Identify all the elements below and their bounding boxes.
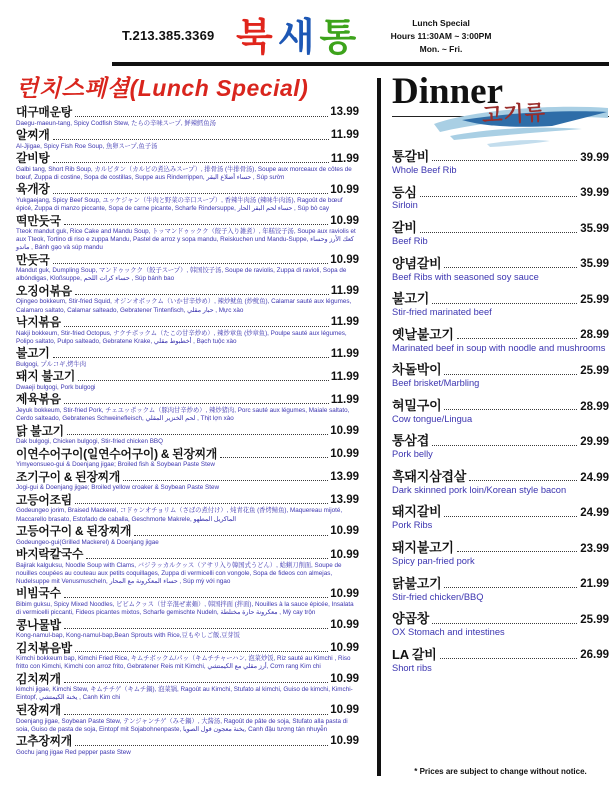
menu-item-row	[16, 619, 359, 633]
menu-item	[392, 363, 609, 390]
item-name: 통갈비	[392, 149, 430, 164]
item-name: 등심	[392, 184, 417, 200]
item-name: 조기구이 & 된장찌개	[16, 469, 121, 484]
dot-leader	[75, 116, 328, 117]
item-description: Doenjang jigae, Soybean Paste Stew, テンジャンチゲ（みそ鍋）, 大酱汤, Ragoût de pâte de soja, Stufato alla pasta di soia, Guiso de pasta de soja, Eintopf mit Sojabohnenpaste, يخنة معجون فول الصويا, Canh đậu tương tán nhuyễn	[16, 717, 348, 733]
dot-leader	[432, 623, 577, 624]
item-description: Nakji bokkeum, Stir-fried Octopus, ナクチボックム（たこの甘辛炒め）, 辣炒章鱼 (炒章鱼), Poulpe sauté aux légumes, Polipo saltato, Pulpo salteado, Gebratene Krake, أخطبوط مقلي , Bạch tuộc xào	[16, 329, 347, 345]
item-name: 혀밀구이	[392, 397, 442, 413]
item-description: Beef brisket/Marbling	[392, 378, 480, 389]
menu-item	[16, 587, 359, 617]
dot-leader	[86, 558, 328, 559]
item-price: 29.99	[580, 436, 609, 449]
dot-leader	[457, 551, 577, 552]
menu-item	[392, 470, 609, 497]
menu-item	[392, 292, 609, 319]
dot-leader	[444, 267, 577, 268]
item-name: 만둣국	[16, 252, 50, 267]
item-price: 10.99	[330, 735, 359, 748]
menu-item-row	[392, 186, 609, 201]
item-name: 콩나물밥	[16, 617, 61, 632]
item-price: 10.99	[330, 641, 359, 654]
dot-leader	[75, 745, 328, 746]
dot-leader	[134, 535, 328, 536]
menu-item-row	[392, 257, 609, 272]
item-price: 11.99	[330, 393, 359, 406]
item-name: 낙지볶음	[16, 315, 61, 330]
item-name: 돼지불고기	[392, 540, 454, 556]
item-name: 불고기	[392, 291, 430, 307]
dot-leader	[75, 294, 329, 295]
dot-leader	[64, 714, 328, 715]
item-name: 흑돼지삼겹살	[392, 468, 467, 484]
menu-item-row	[16, 471, 359, 485]
menu-item-row	[392, 505, 609, 520]
dot-leader	[53, 139, 329, 140]
item-description: Godeungeo-gui(Grilled Mackerel) & Doenjang jigae	[16, 538, 159, 546]
menu-item-row	[392, 648, 609, 663]
item-name: 김치찌개	[16, 671, 61, 686]
item-description: Gochu jang jigae Red pepper paste Stew	[16, 748, 131, 756]
item-name: 육개장	[16, 182, 50, 197]
item-description: Whole Beef Rib	[392, 164, 457, 175]
item-price: 10.99	[330, 214, 359, 227]
item-name: 알찌개	[16, 128, 50, 143]
item-description: Galbi tang, Short Rib Soup, カルビタン（カルビの煮込みスープ）, 排骨汤 (牛排骨汤), Soupe aux morceaux de côtes de bœuf, Zuppa di costine, Sopa de costillas, Suppe aus Rinderrippen, حساء أضلاع البقر , Súp sườn	[16, 165, 352, 181]
item-price: 10.99	[330, 424, 359, 437]
menu-item-row	[392, 541, 609, 556]
item-price: 11.99	[330, 285, 359, 298]
item-price: 10.99	[330, 254, 359, 267]
menu-item-row	[16, 673, 359, 687]
dot-leader	[75, 651, 328, 652]
item-name: 이연수어구이(일연수어구이) & 된장찌개	[16, 446, 218, 461]
item-price: 11.99	[330, 316, 359, 329]
item-price: 11.99	[330, 129, 359, 142]
menu-item	[392, 612, 609, 639]
item-name: 갈비	[392, 220, 417, 236]
item-name: 바지락칼국수	[16, 547, 84, 562]
menu-item-row	[16, 152, 359, 166]
item-name: LA 갈비	[392, 646, 437, 662]
item-description: Godeungeo jorim, Braised Mackerel, コドゥンオチョリム（さばの煮付け）, 炖青花鱼 (香烤鲭鱼), Maquereau mijoté, Maccarello brasato, Estofado de caballa, Geschmorte Makrele, الماكريل المطهو	[16, 507, 343, 523]
menu-item	[16, 494, 359, 524]
menu-item-row	[392, 399, 609, 414]
dot-leader	[64, 682, 328, 683]
dot-leader	[123, 480, 328, 481]
item-price: 10.99	[330, 704, 359, 717]
item-price: 13.99	[330, 106, 359, 119]
item-description: Bajirak kalguksu, Noodle Soup with Clams, バジラッカルクッス（アサリ入り韓国式うどん）, 蛤蜊刀削面, Soupe de nouilles coupées au couteau aux petits coquillages, Zuppa di vermicelli con vongole, Sopa de fideos con almejas, Nudelsuppe mit Venusmuscheln, حساء المعكرونة مع المحار , Súp mỳ với ngao	[16, 561, 342, 585]
item-price: 25.99	[580, 613, 609, 626]
dot-leader	[53, 162, 329, 163]
menu-item-row	[392, 363, 609, 378]
item-price: 10.99	[330, 548, 359, 561]
menu-item	[392, 257, 609, 284]
dot-leader	[64, 326, 329, 327]
item-description: Beef Rib	[392, 236, 428, 247]
menu-item-row	[16, 347, 359, 361]
item-price: 24.99	[580, 507, 609, 520]
item-name: 비빔국수	[16, 586, 61, 601]
dot-leader	[53, 193, 329, 194]
dot-leader	[64, 597, 328, 598]
menu-item	[16, 425, 359, 447]
dot-leader	[53, 357, 329, 358]
item-description: Short ribs	[392, 662, 432, 673]
menu-item	[392, 577, 609, 604]
item-description: Dark skinned pork loin/Korean style bacon	[392, 484, 567, 495]
item-name: 통삼겹	[392, 433, 430, 449]
menu-item	[16, 285, 359, 315]
menu-item	[16, 106, 359, 128]
item-name: 고등어조림	[16, 492, 72, 507]
item-description: Spicy pan-fried pork	[392, 555, 475, 566]
dinner-header	[392, 72, 609, 150]
dot-leader	[444, 516, 577, 517]
menu-item	[16, 183, 359, 213]
item-price: 25.99	[580, 293, 609, 306]
menu-item	[392, 221, 609, 248]
price-disclaimer: * Prices are subject to change without notice.	[414, 767, 587, 776]
dot-leader	[457, 338, 577, 339]
dot-leader	[444, 409, 577, 410]
item-price: 21.99	[580, 578, 609, 591]
menu-item-row	[16, 285, 359, 299]
menu-item	[392, 150, 609, 177]
item-description: Al-Jjigae, Spicy Fish Roe Soup, 魚卵スープ,鱼子汤	[16, 142, 158, 150]
menu-item	[16, 215, 359, 253]
item-price: 25.99	[580, 365, 609, 377]
lunch-hours-line2: Hours 11:30AM ~ 3:00PM	[390, 30, 492, 41]
item-price: 39.99	[580, 151, 609, 164]
item-name: 오징어볶음	[16, 283, 72, 298]
menu-item	[16, 129, 359, 151]
menu-item-row	[16, 587, 359, 601]
column-divider-line	[377, 78, 381, 776]
item-description: Stir-fried chicken/BBQ	[392, 591, 484, 602]
item-price: 28.99	[580, 400, 609, 413]
item-name: 떡만둣국	[16, 213, 61, 228]
item-description: OX Stomach and intestines	[392, 627, 505, 638]
item-name: 닭 불고기	[16, 423, 64, 438]
item-price: 11.99	[330, 152, 359, 165]
lunch-hours-line3: Mon. ~ Fri.	[419, 43, 463, 54]
item-price: 28.99	[580, 329, 609, 342]
item-price: 10.99	[330, 525, 359, 538]
item-name: 돼지갈비	[392, 504, 442, 520]
dinner-item-list	[392, 150, 609, 674]
menu-item	[16, 642, 359, 672]
dot-leader	[420, 196, 578, 197]
dot-leader	[444, 374, 577, 375]
menu-item	[392, 434, 609, 461]
menu-item-row	[392, 328, 609, 343]
phone-number: T.213.385.3369	[122, 28, 215, 43]
item-description: Daegu-maeun-tang, Spicy Codfish Stew, たらの辛味スープ, 鲜辣鳕鱼汤	[16, 119, 216, 127]
lunch-hours-block	[372, 17, 510, 55]
dot-leader	[53, 263, 329, 264]
item-name: 닭불고기	[392, 575, 442, 591]
menu-item-row	[16, 106, 359, 120]
dot-leader	[64, 403, 329, 404]
menu-item	[16, 254, 359, 284]
item-description: Yukgaejang, Spicy Beef Soup, ユッケジャン（牛肉と野菜の辛口スープ）, 香辣牛肉汤 (辣味牛肉汤), Ragoût de bœuf épicé, Zuppa di manzo piccante, Sopa de carne picante, Scharfe Rindersuppe, حساء لحم البقر الحار , Súp bò cay	[16, 196, 343, 212]
item-price: 24.99	[580, 471, 609, 484]
item-name: 옛날불고기	[392, 326, 454, 342]
menu-item-row	[16, 254, 359, 268]
menu-item-row	[16, 642, 359, 656]
item-description: Beef Ribs with seasoned soy sauce	[392, 271, 539, 282]
dot-leader	[420, 232, 578, 233]
dot-leader	[64, 224, 328, 225]
item-description: Tteok mandut guk, Rice Cake and Mandu Soup, トッマンドゥックク（餃子入り雑煮）, 年糕饺子汤, Soupe aux raviolis et aux Tteok, Tortino di riso e zuppa Mandu, Pastel de arroz y sopa mandu, Reiskuchen und Mandu-Suppe, كعك الأرز وحساء ماندو , Bánh gạo và súp mandu	[16, 228, 356, 252]
menu-item	[16, 347, 359, 369]
item-price: 10.99	[330, 618, 359, 631]
logo-char: 통	[319, 15, 362, 59]
dot-leader	[469, 480, 577, 481]
dot-leader	[67, 434, 328, 435]
menu-item	[392, 328, 609, 355]
menu-item	[392, 399, 609, 426]
item-price: 39.99	[580, 187, 609, 200]
menu-item-row	[392, 434, 609, 449]
item-price: 35.99	[580, 258, 609, 271]
menu-item-row	[16, 548, 359, 562]
item-price: 11.99	[330, 370, 359, 383]
logo-char: 새	[277, 15, 320, 59]
menu-item-row	[392, 470, 609, 485]
menu-item-row	[16, 525, 359, 539]
item-name: 제육볶음	[16, 392, 61, 407]
item-name: 고등어구이 & 된장찌개	[16, 524, 132, 539]
menu-item	[16, 370, 359, 392]
menu-item	[16, 471, 359, 493]
menu-item-row	[16, 129, 359, 143]
menu-item-row	[16, 448, 359, 462]
item-price: 10.99	[330, 587, 359, 600]
dot-leader	[432, 445, 577, 446]
item-name: 차돌박이	[392, 362, 442, 378]
item-name: 불고기	[16, 346, 50, 361]
item-description: Stir-fried marinated beef	[392, 307, 492, 318]
lunch-column	[16, 70, 359, 758]
menu-item-row	[16, 183, 359, 197]
menu-item-row	[392, 221, 609, 236]
menu-item	[392, 505, 609, 532]
item-description: Cow tongue/Lingua	[392, 413, 473, 424]
item-name: 돼지 불고기	[16, 369, 76, 384]
item-name: 양곱창	[392, 611, 430, 627]
dot-leader	[78, 380, 329, 381]
dot-leader	[220, 457, 328, 458]
item-description: Pork Ribs	[392, 520, 433, 531]
menu-item-row	[16, 393, 359, 407]
menu-item-row	[16, 215, 359, 229]
dot-leader	[64, 628, 328, 629]
restaurant-logo	[236, 6, 361, 61]
dot-leader	[440, 658, 578, 659]
menu-item-row	[16, 704, 359, 718]
item-price: 13.99	[330, 471, 359, 484]
dinner-subtitle-gogiryu: 고기류	[481, 101, 547, 128]
menu-item	[392, 648, 609, 675]
item-name: 양념갈비	[392, 255, 442, 271]
item-description: Pork belly	[392, 449, 433, 460]
item-price: 10.99	[330, 183, 359, 196]
menu-item	[392, 186, 609, 213]
item-description: Bibim guksu, Spicy Mixed Noodles, ビビムクッス（甘辛混ぜ素麺）, 韩国拌面 (拌面), Nouilles à la sauce épicée, Insalata di vermicelli piccanti, Fideos picantes mixtos, Scharfe gemischte Nudeln, معكرونة حارة مختلطة , Mỳ cay trộn	[16, 600, 354, 616]
menu-item	[16, 548, 359, 586]
item-description: Dwaeji bulgogi, Pork bulgogi	[16, 383, 96, 391]
item-name: 고추장찌개	[16, 734, 72, 749]
item-price: 23.99	[580, 542, 609, 555]
menu-item-row	[392, 612, 609, 627]
item-description: Yimyeonsueo-gui & Doenjang jigae; Broiled fish & Soybean Paste Stew	[16, 461, 215, 469]
menu-item-row	[16, 316, 359, 330]
item-description: kimchi jigae, Kimchi Stew, キムチチゲ（キムチ鍋), 泡菜锅, Ragoût au Kimchi, Stufato al kimchi, Guiso de kimchi, Kimchi-Eintopf, يخنة الكيمتشي , Canh Kim chi	[16, 686, 353, 702]
menu-item	[16, 448, 359, 470]
menu-item-row	[392, 577, 609, 592]
item-description: Ojingeo bokkeum, Stir-fried Squid, オジンオボックム（いか甘辛炒め）, 辣炒鱿鱼 (炒鱿鱼), Calamar sauté aux légumes, Calamaro saltato, Calamar salteado, Gebratener Tintenfisch, حبار مقلي , Mực xào	[16, 298, 352, 314]
item-price: 10.99	[330, 448, 359, 461]
menu-item	[16, 152, 359, 182]
item-price: 35.99	[580, 222, 609, 235]
menu-item	[16, 735, 359, 757]
lunch-section-title: 런치스페셜(Lunch Special)	[16, 75, 309, 101]
lunch-item-list	[16, 106, 359, 757]
menu-item-row	[16, 425, 359, 439]
item-name: 갈비탕	[16, 151, 50, 166]
item-description: Kong-namul-bap, Kong-namul-bap,Bean Sprouts with Rice,豆もやしご飯,豆芽饭	[16, 632, 240, 640]
menu-item	[16, 673, 359, 703]
item-name: 대구매운탕	[16, 105, 72, 119]
menu-item	[16, 525, 359, 547]
item-price: 11.99	[330, 347, 359, 360]
menu-item-row	[392, 150, 609, 165]
menu-item	[392, 541, 609, 568]
menu-item	[16, 619, 359, 641]
logo-char: 북	[236, 15, 278, 59]
item-price: 10.99	[330, 673, 359, 686]
menu-item-row	[16, 370, 359, 384]
item-description: Bulgogi, プルコギ,烤牛肉	[16, 360, 87, 368]
menu-item-row	[16, 735, 359, 749]
item-name: 된장찌개	[16, 702, 61, 717]
item-price: 26.99	[580, 649, 609, 662]
dot-leader	[432, 303, 577, 304]
dot-leader	[432, 160, 577, 161]
menu-item	[16, 316, 359, 346]
item-description: Mandut guk, Dumpling Soup, マンドゥックク（餃子スープ）, 韩国饺子汤, Soupe de raviolis, Zuppa di ravioli, Sopa de albóndigas, Kloßsuppe, حساء كرات اللحم , Súp bánh bao	[16, 267, 347, 283]
dinner-column	[392, 72, 609, 683]
dot-leader	[75, 503, 328, 504]
menu-item	[16, 393, 359, 423]
menu-item-row	[392, 292, 609, 307]
lunch-hours-line1: Lunch Special	[412, 18, 470, 28]
item-description: Dak bulgogi, Chicken bulgogi, Stir-fried chicken BBQ	[16, 438, 163, 446]
item-name: 김치볶음밥	[16, 640, 72, 655]
item-description: Kimchi bokkeum bap, Kimchi Fried Rice, キムチボックム/パッ（キムチチャーハン, 泡菜炒饭, Riz sauté au Kimchi , Riso fritto con Kimchi, Kimchi con arroz frito, Gebratener Reis mit Kimchi, أرز مقلي مع الكيمتشي, Cơm rang Kim chi	[16, 655, 351, 671]
menu-item	[16, 704, 359, 734]
item-description: Sirloin	[392, 200, 418, 211]
header-divider-line	[112, 62, 609, 66]
item-description: Marinated beef in soup with noodle and mushrooms	[392, 342, 606, 353]
menu-item-row	[16, 494, 359, 508]
item-description: Jogi-gui & Doenjang jigae; Broiled yellow croaker & Soybean Paste Stew	[16, 484, 220, 492]
dot-leader	[444, 587, 577, 588]
dinner-section-title: Dinner	[392, 71, 503, 112]
item-description: Jeyuk bokkeum, Stir-fried Pork, チェユッポックム（豚肉甘辛炒め）, 辣炒猪肉, Porc sauté aux légumes, Maiale saltato, Cerdo salteado, Gebratenes Schweinefleisch, لحم الخنزير المقلي , Thịt lợn xào	[16, 406, 350, 423]
item-price: 13.99	[330, 494, 359, 507]
